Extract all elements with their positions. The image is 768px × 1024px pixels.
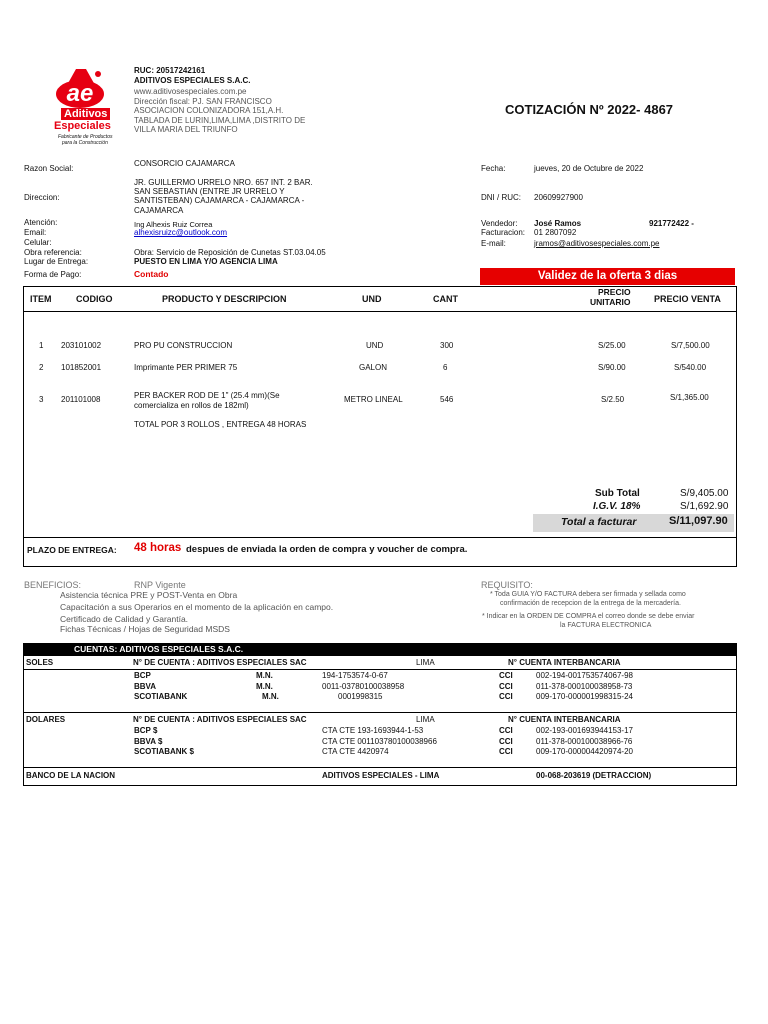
soles-ncuenta: N° DE CUENTA : ADITIVOS ESPECIALES SAC bbox=[133, 658, 307, 667]
row-item: 2 bbox=[39, 363, 44, 372]
company-name: ADITIVOS ESPECIALES S.A.C. bbox=[134, 76, 251, 85]
soles-bank: BCP bbox=[134, 671, 151, 680]
plazo-box bbox=[23, 536, 737, 567]
row-venta: S/7,500.00 bbox=[671, 341, 710, 350]
th-precio-2: UNITARIO bbox=[590, 297, 631, 307]
soles-cci-value: 009-170-000001998315-24 bbox=[536, 692, 633, 701]
table-row bbox=[24, 341, 736, 355]
company-address-1: Dirección fiscal: PJ. SAN FRANCISCO bbox=[134, 97, 272, 106]
nacion-holder: ADITIVOS ESPECIALES - LIMA bbox=[322, 771, 440, 780]
dolares-cci-head: N° CUENTA INTERBANCARIA bbox=[508, 715, 621, 724]
dolares-bank: BBVA $ bbox=[134, 737, 163, 746]
company-address-4: VILLA MARIA DEL TRIUNFO bbox=[134, 125, 238, 134]
row-desc: Imprimante PER PRIMER 75 bbox=[134, 363, 238, 372]
dni-label: DNI / RUC: bbox=[481, 193, 521, 202]
dolares-acct: CTA CTE 193-1693944-1-53 bbox=[322, 726, 424, 735]
divider bbox=[24, 669, 736, 670]
th-venta: PRECIO VENTA bbox=[654, 294, 721, 304]
total-value: S/11,097.90 bbox=[669, 515, 728, 527]
soles-cci: CCI bbox=[499, 682, 513, 691]
fecha-label: Fecha: bbox=[481, 164, 506, 173]
company-logo bbox=[48, 64, 128, 154]
soles-mon: M.N. bbox=[256, 682, 273, 691]
row-item: 3 bbox=[39, 395, 44, 404]
soles-mon: M.N. bbox=[256, 671, 273, 680]
fecha-value: jueves, 20 de Octubre de 2022 bbox=[534, 164, 644, 173]
row-und: GALON bbox=[359, 363, 388, 372]
dolares-bank: SCOTIABANK $ bbox=[134, 747, 195, 756]
direccion-line-4: CAJAMARCA bbox=[134, 206, 184, 215]
bank-accounts-title: CUENTAS: ADITIVOS ESPECIALES S.A.C. bbox=[74, 644, 244, 654]
direccion-line-1: JR. GUILLERMO URRELO NRO. 657 INT. 2 BAR. bbox=[134, 178, 313, 187]
soles-mon: M.N. bbox=[262, 692, 279, 701]
table-note: TOTAL POR 3 ROLLOS , ENTREGA 48 HORAS bbox=[134, 420, 307, 429]
razon-value: CONSORCIO CAJAMARCA bbox=[134, 159, 235, 168]
dni-value: 20609927900 bbox=[534, 193, 583, 202]
row-venta: S/1,365.00 bbox=[670, 393, 709, 402]
th-cant: CANT bbox=[433, 294, 458, 304]
soles-cci: CCI bbox=[499, 671, 513, 680]
atencion-label: Atención: bbox=[24, 218, 58, 227]
requisito-line-1: * Toda GUIA Y/O FACTURA debera ser firmada y sellada como bbox=[490, 591, 686, 598]
requisito-line-3: * Indicar en la ORDEN DE COMPRA el correo donde se debe enviar bbox=[482, 613, 695, 620]
celular-label: Celular: bbox=[24, 238, 52, 247]
dolares-acct: CTA CTE 00110378010003896​6 bbox=[322, 737, 437, 746]
row-cant: 546 bbox=[440, 395, 454, 404]
row-desc: PRO PU CONSTRUCCION bbox=[134, 341, 233, 350]
soles-lima: LIMA bbox=[416, 658, 435, 667]
igv-label: I.G.V. 18% bbox=[593, 501, 641, 512]
divider bbox=[24, 767, 736, 768]
plazo-hours: 48 horas bbox=[134, 542, 182, 554]
requisito-line-4: la FACTURA ELECTRONICA bbox=[560, 622, 652, 629]
facturacion-label: Facturacion: bbox=[481, 228, 526, 237]
row-codigo: 101852001 bbox=[61, 363, 102, 372]
table-row bbox=[24, 363, 736, 377]
nacion-account: 00-068-203619 (DETRACCION) bbox=[536, 771, 652, 780]
divider bbox=[24, 712, 736, 713]
plazo-label: PLAZO DE ENTREGA: bbox=[27, 545, 117, 555]
dolares-bank: BCP $ bbox=[134, 726, 158, 735]
company-website[interactable]: www.aditivosespeciales.com.pe bbox=[134, 87, 247, 96]
row-cant: 300 bbox=[440, 341, 454, 350]
dolares-ncuenta: N° DE CUENTA : ADITIVOS ESPECIALES SAC bbox=[133, 715, 307, 724]
nacion-label: BANCO DE LA NACION bbox=[26, 771, 116, 780]
th-codigo: CODIGO bbox=[76, 294, 113, 304]
soles-cci-head: N° CUENTA INTERBANCARIA bbox=[508, 658, 621, 667]
facturacion-value: 01 2807092 bbox=[534, 228, 577, 237]
soles-acct: 0001998315 bbox=[338, 692, 383, 701]
row-precio: S/25.00 bbox=[598, 341, 626, 350]
info-email-label: E-mail: bbox=[481, 239, 506, 248]
beneficio-1: Asistencia técnica PRE y POST-Venta en Obra bbox=[60, 590, 238, 600]
pago-label: Forma de Pago: bbox=[24, 270, 82, 279]
logo-tagline-2: para la Construcción bbox=[62, 140, 108, 146]
logo-name-1: Aditivos bbox=[61, 108, 110, 120]
quote-title: COTIZACIÓN Nº 2022- 4867 bbox=[505, 102, 674, 117]
soles-cci-value: 002-194-001753574067-98 bbox=[536, 671, 633, 680]
beneficios-label: BENEFICIOS: bbox=[24, 580, 82, 590]
requisito-line-2: confirmación de recepcion de la entrega de la mercadería. bbox=[500, 600, 681, 607]
direccion-line-2: SAN SEBASTIAN (ENTRE JR URRELO Y bbox=[134, 187, 285, 196]
logo-mark-text: ae bbox=[66, 80, 94, 107]
soles-label: SOLES bbox=[26, 658, 54, 667]
plazo-text: despues de enviada la orden de compra y voucher de compra. bbox=[186, 544, 468, 555]
vendedor-phone: 921772422 - bbox=[649, 219, 694, 228]
beneficio-3: Certificado de Calidad y Garantía. bbox=[60, 614, 189, 624]
company-address-2: ASOCIACION COLONIZADORA 151,A.H. bbox=[134, 106, 284, 115]
row-und: UND bbox=[366, 341, 384, 350]
th-producto: PRODUCTO Y DESCRIPCION bbox=[162, 294, 287, 304]
table-header bbox=[24, 287, 736, 312]
row-desc: PER BACKER ROD DE 1" (25.4 mm)(Se bbox=[134, 391, 280, 400]
row-cant: 6 bbox=[443, 363, 448, 372]
atencion-value: Ing Alhexis Ruiz Correa bbox=[134, 220, 213, 229]
dolares-label: DOLARES bbox=[26, 715, 66, 724]
razon-label: Razon Social: bbox=[24, 164, 74, 173]
subtotal-label: Sub Total bbox=[595, 488, 640, 499]
row-item: 1 bbox=[39, 341, 44, 350]
vendedor-label: Vendedor: bbox=[481, 219, 518, 228]
seller-email-link[interactable]: jramos@aditivosespeciales.com.pe bbox=[534, 239, 660, 248]
rnp-label: RNP Vigente bbox=[134, 580, 186, 590]
soles-bank: BBVA bbox=[134, 682, 157, 691]
igv-value: S/1,692.90 bbox=[680, 501, 729, 512]
total-label: Total a facturar bbox=[561, 516, 637, 528]
dolares-lima: LIMA bbox=[416, 715, 435, 724]
dolares-cci-value: 002-193-001693944153-17 bbox=[536, 726, 633, 735]
dolares-cci-value: 011-378-000100038966-76 bbox=[536, 737, 633, 746]
direccion-line-3: SANTISTEBAN) CAJAMARCA - CAJAMARCA - bbox=[134, 196, 305, 205]
row-precio: S/2.50 bbox=[601, 395, 625, 404]
pago-value: Contado bbox=[134, 269, 169, 279]
soles-acct: 0011-03780100038958 bbox=[322, 682, 405, 691]
row-desc-2: comercializa en rollos de 182ml) bbox=[134, 401, 249, 410]
logo-name-2: Especiales bbox=[54, 120, 111, 132]
direccion-label: Direccion: bbox=[24, 193, 60, 202]
requisito-label: REQUISITO: bbox=[481, 580, 533, 590]
soles-cci: CCI bbox=[499, 692, 513, 701]
bank-accounts-table bbox=[23, 643, 737, 786]
beneficio-2: Capacitación a sus Operarios en el momento de la aplicación en campo. bbox=[60, 602, 334, 612]
company-ruc: RUC: 20517242161 bbox=[134, 66, 206, 75]
obra-label: Obra referencia: bbox=[24, 248, 82, 257]
row-venta: S/540.00 bbox=[674, 363, 707, 372]
beneficio-4: Fichas Técnicas / Hojas de Seguridad MSDS bbox=[60, 624, 230, 634]
email-label: Email: bbox=[24, 228, 47, 237]
dolares-cci: CCI bbox=[499, 737, 513, 746]
row-und: METRO LINEAL bbox=[344, 395, 403, 404]
dolares-cci: CCI bbox=[499, 747, 513, 756]
th-item: ITEM bbox=[30, 294, 52, 304]
obra-value: Obra: Servicio de Reposición de Cunetas ST.03.04.05 bbox=[134, 248, 326, 257]
dolares-cci: CCI bbox=[499, 726, 513, 735]
logo-tagline-1: Fabricante de Productos bbox=[58, 134, 113, 140]
th-precio-1: PRECIO bbox=[598, 287, 631, 297]
table-row bbox=[24, 391, 736, 415]
bank-accounts-header bbox=[24, 644, 736, 656]
row-codigo: 201101008 bbox=[61, 395, 101, 404]
validity-banner: Validez de la oferta 3 dias bbox=[480, 268, 735, 285]
lugar-value: PUESTO EN LIMA Y/O AGENCIA LIMA bbox=[134, 257, 278, 266]
soles-bank: SCOTIABANK bbox=[134, 692, 188, 701]
row-precio: S/90.00 bbox=[598, 363, 626, 372]
company-address-3: TABLADA DE LURIN,LIMA,LIMA ,DISTRITO DE bbox=[134, 116, 306, 125]
dolares-cci-value: 009-170-000004420974-20 bbox=[536, 747, 633, 756]
lugar-label: Lugar de Entrega: bbox=[24, 257, 89, 266]
th-und: UND bbox=[362, 294, 382, 304]
soles-cci-value: 011-378-000100038958-73 bbox=[536, 682, 633, 691]
dolares-acct: CTA CTE 4420974 bbox=[322, 747, 389, 756]
subtotal-value: S/9,405.00 bbox=[680, 488, 729, 499]
soles-acct: 194-1753574-0-67 bbox=[322, 671, 388, 680]
row-codigo: 203101002 bbox=[61, 341, 102, 350]
client-email-link[interactable]: alhexisruizc@outlook.com bbox=[134, 228, 228, 237]
vendedor-value: José Ramos bbox=[534, 219, 582, 228]
